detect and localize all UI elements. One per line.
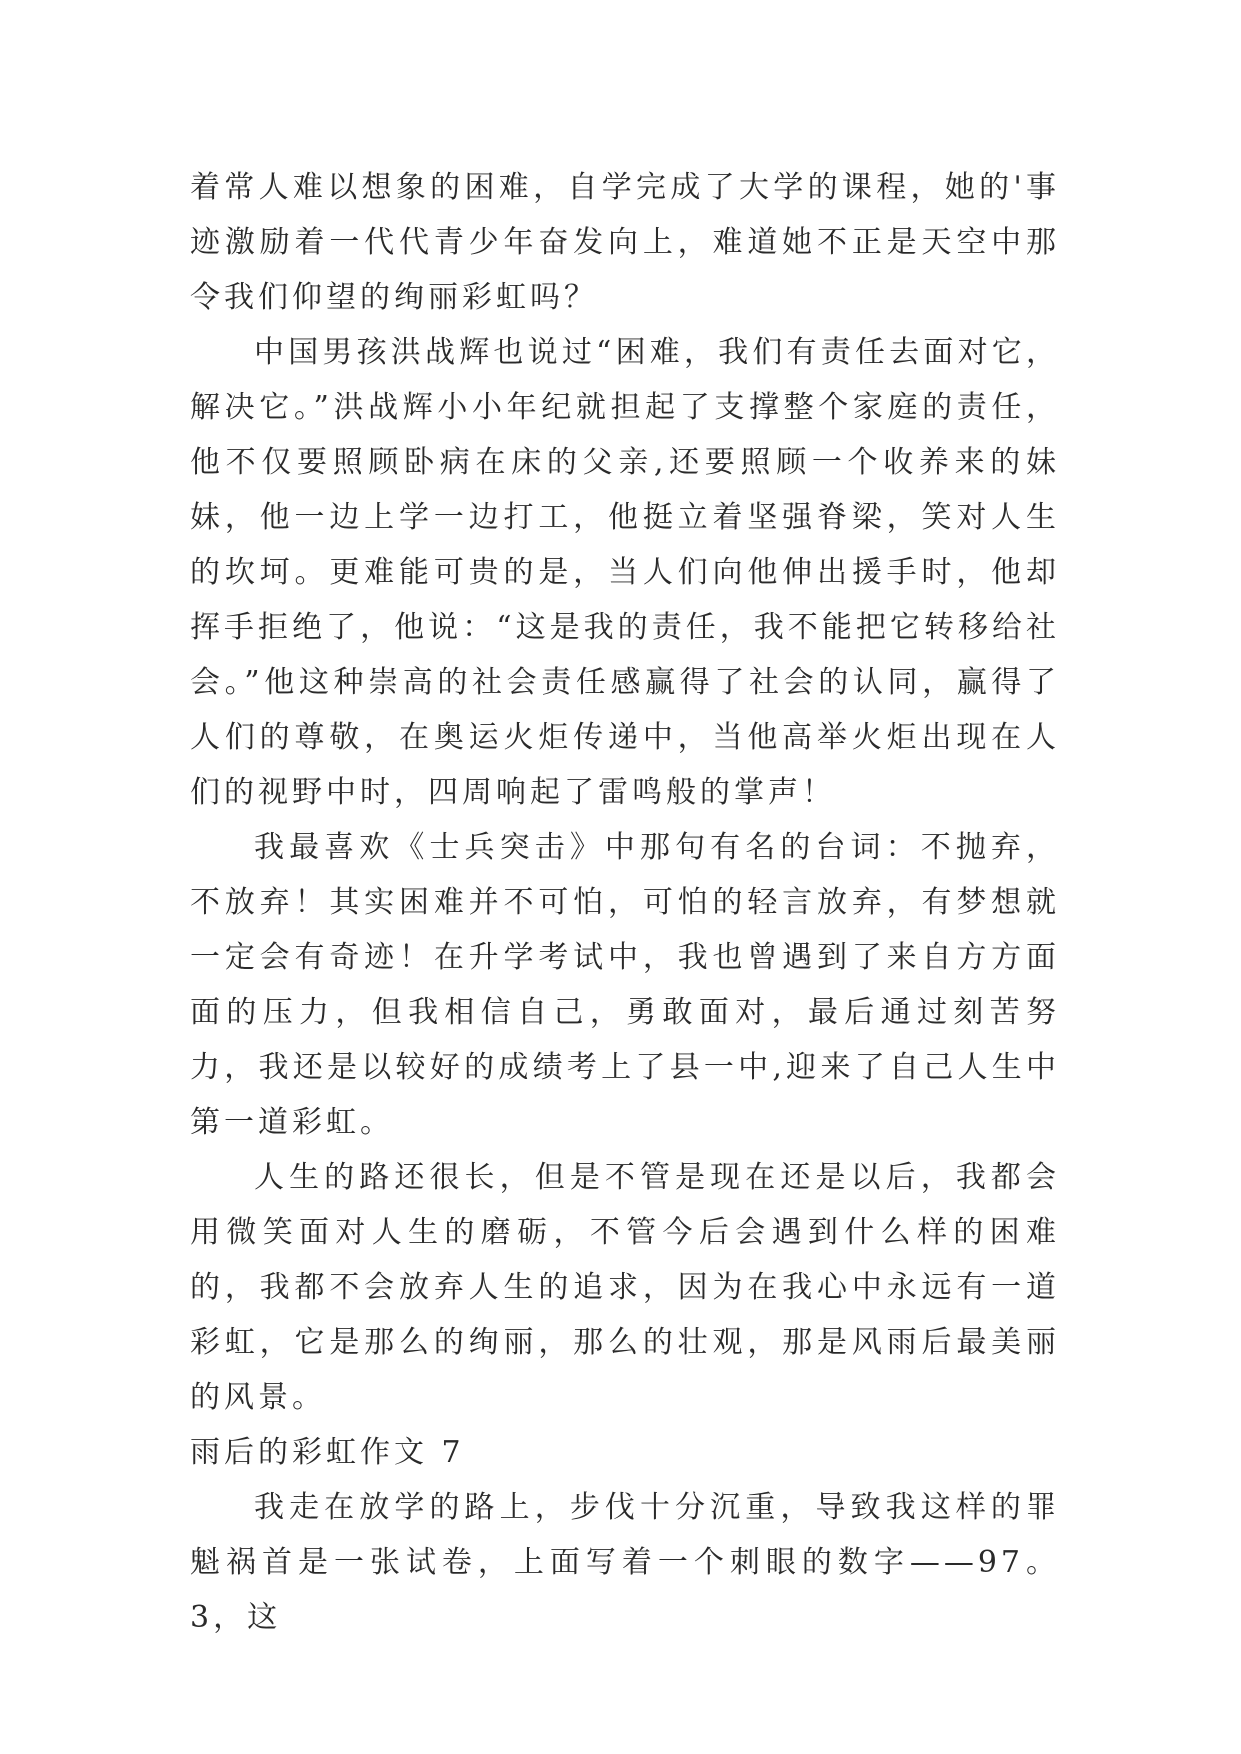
paragraph-walking-home: 我走在放学的路上，步伐十分沉重，导致我这样的罪魁祸首是一张试卷，上面写着一个刺眼的数字——97。3，这 — [190, 1490, 1060, 1635]
document-body — [190, 160, 1060, 1645]
section-heading: 雨后的彩虹作文 7 — [190, 1435, 465, 1470]
paragraph-soldier-assault: 我最喜欢《士兵突击》中那句有名的台词：不抛弃，不放弃！其实困难并不可怕，可怕的轻言放弃，有梦想就一定会有奇迹！在升学考试中，我也曾遇到了来自方方面面的压力，但我相信自己，勇敢面对，最后通过刻苦努力，我还是以较好的成绩考上了县一中,迎来了自己人生中第一道彩虹。 — [190, 830, 1060, 1140]
paragraph-continuation: 着常人难以想象的困难，自学完成了大学的课程，她的'事迹激励着一代代青少年奋发向上，难道她不正是天空中那令我们仰望的绚丽彩虹吗？ — [190, 170, 1060, 315]
paragraph-life-road: 人生的路还很长，但是不管是现在还是以后，我都会用微笑面对人生的磨砺，不管今后会遇到什么样的困难的，我都不会放弃人生的追求，因为在我心中永远有一道彩虹，它是那么的绚丽，那么的壮观，那是风雨后最美丽的风景。 — [190, 1160, 1060, 1415]
paragraph-hong-zhanhui: 中国男孩洪战辉也说过“困难，我们有责任去面对它，解决它。”洪战辉小小年纪就担起了支撑整个家庭的责任，他不仅要照顾卧病在床的父亲,还要照顾一个收养来的妹妹，他一边上学一边打工，他挺立着坚强脊梁，笑对人生的坎坷。更难能可贵的是，当人们向他伸出援手时，他却挥手拒绝了，他说：“这是我的责任，我不能把它转移给社会。”他这种崇高的社会责任感赢得了社会的认同，赢得了人们的尊敬，在奥运火炬传递中，当他高举火炬出现在人们的视野中时，四周响起了雷鸣般的掌声！ — [190, 335, 1060, 810]
